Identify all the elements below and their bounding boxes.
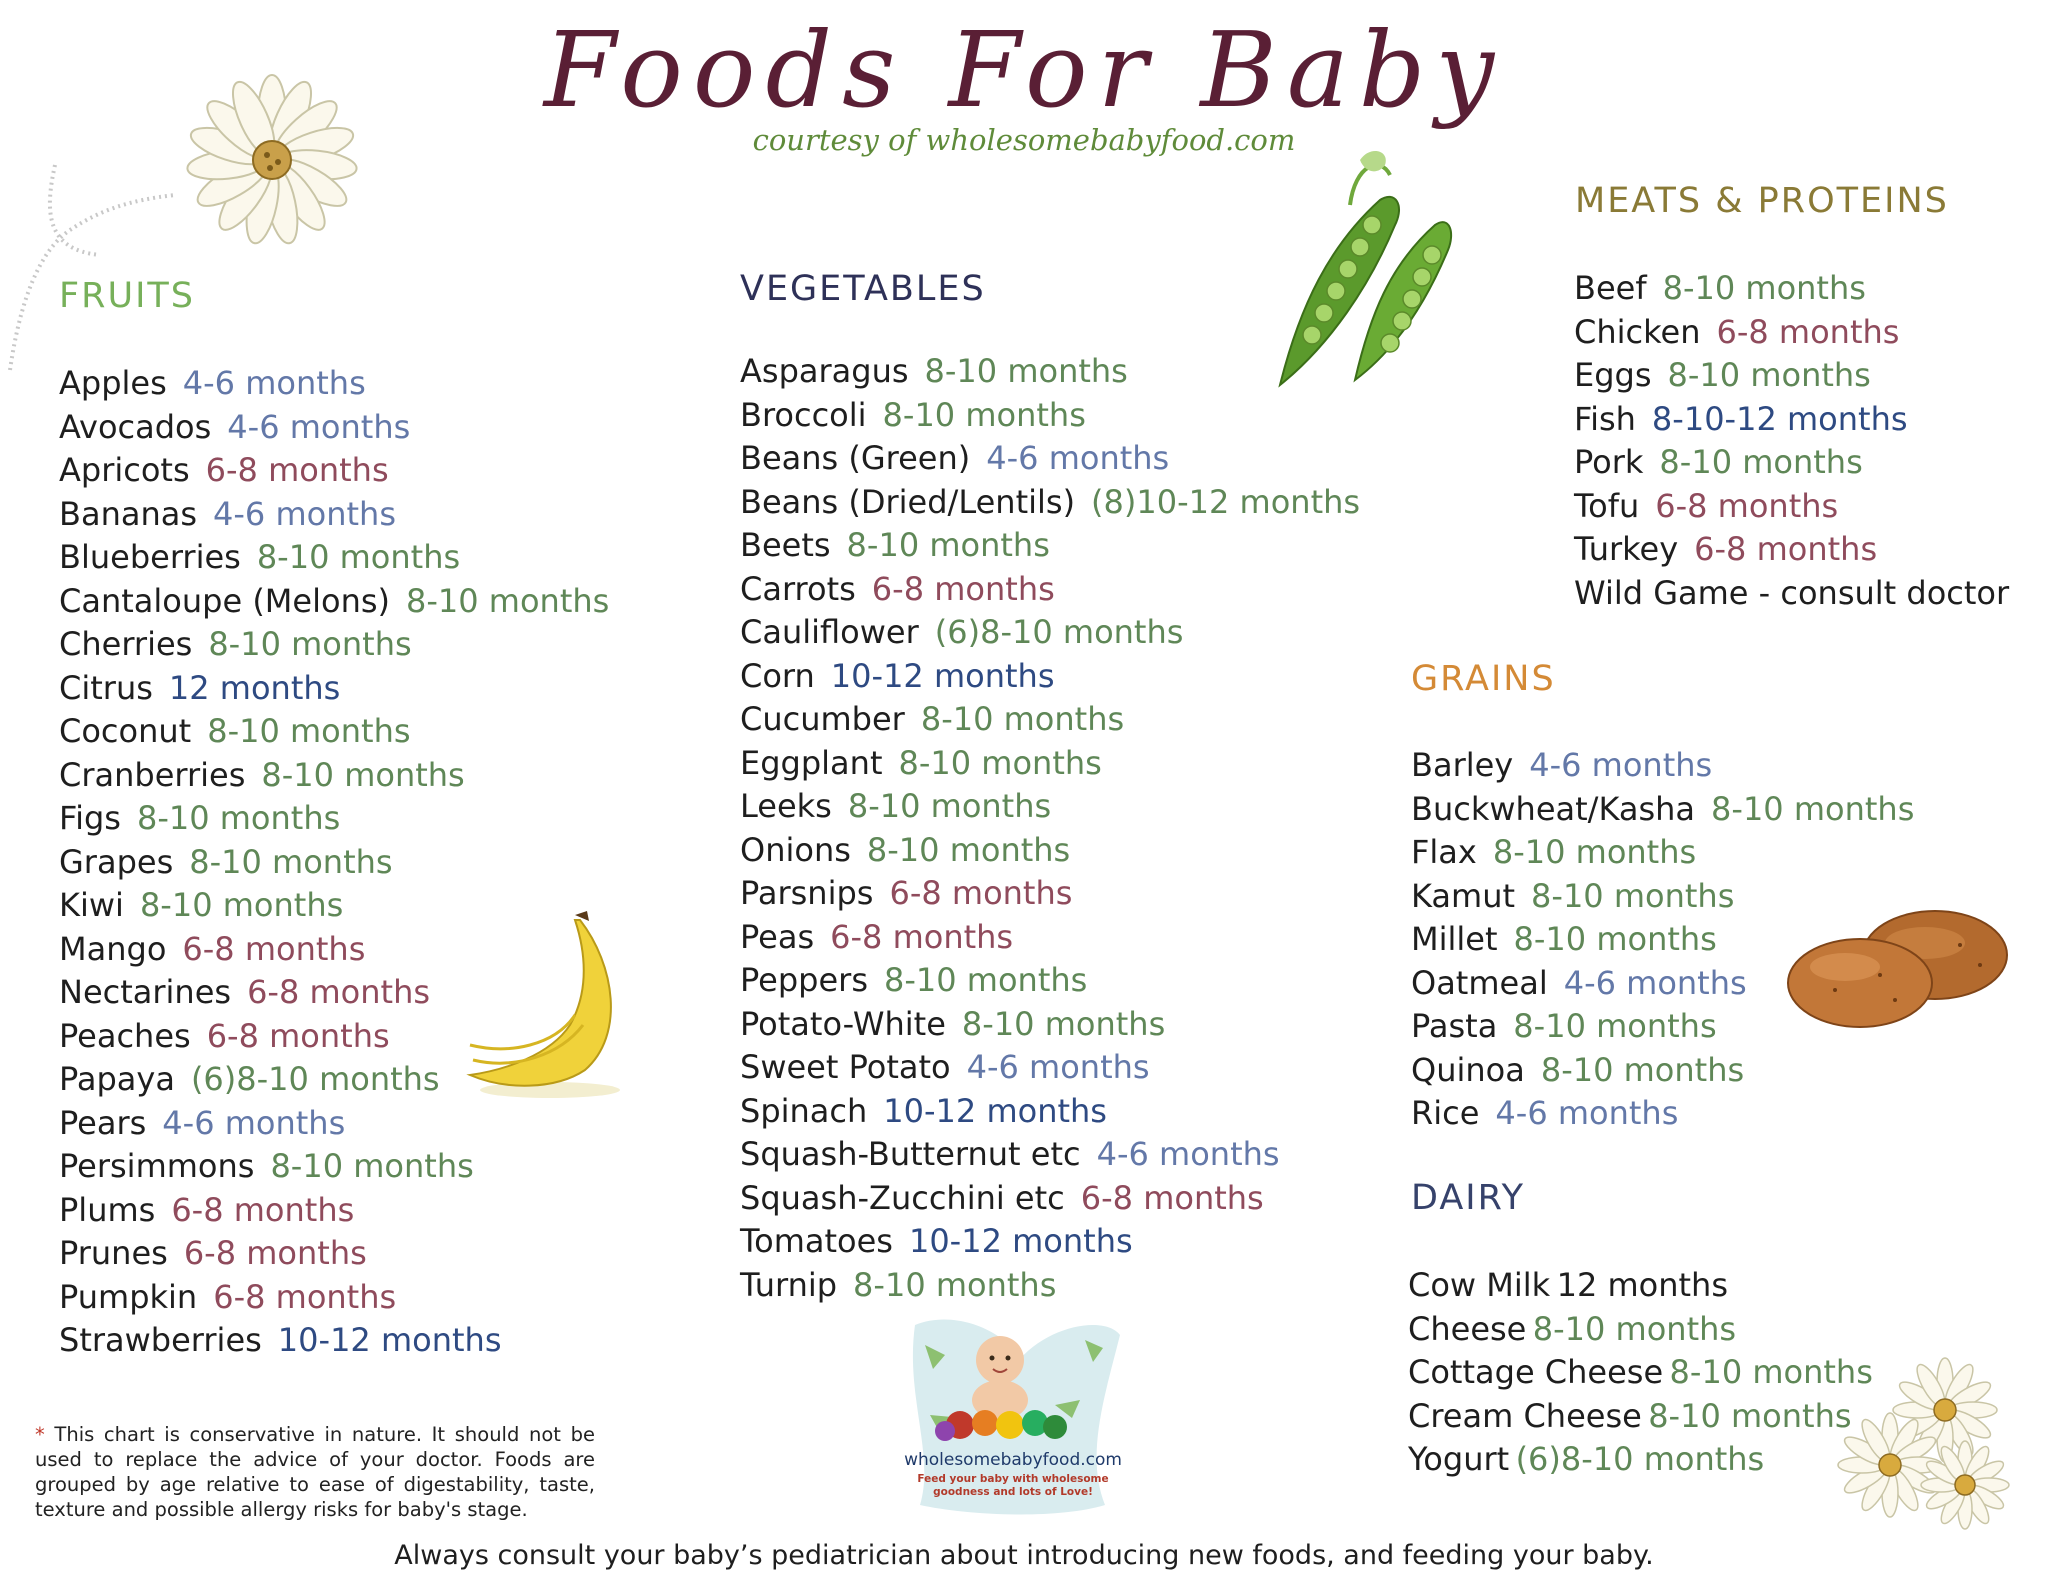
logo-tagline-1: Feed your baby with wholesome bbox=[917, 1473, 1109, 1485]
food-name: Peas bbox=[740, 917, 815, 956]
food-name: Beef bbox=[1574, 269, 1647, 307]
fruits-item bbox=[59, 406, 609, 450]
food-name: Eggplant bbox=[740, 743, 883, 782]
food-name: Strawberries bbox=[59, 1321, 262, 1359]
age-range: 8-10 months bbox=[1513, 1007, 1717, 1045]
age-range: 8-10 months bbox=[1531, 876, 1735, 915]
vegetables-item bbox=[740, 481, 1360, 525]
food-name: Persimmons bbox=[59, 1147, 255, 1185]
grains-item bbox=[1411, 1049, 1914, 1093]
food-name: Oatmeal bbox=[1411, 963, 1548, 1002]
age-range: 6-8 months bbox=[183, 1234, 367, 1272]
age-range: 8-10 months bbox=[853, 1265, 1057, 1304]
vegetables-item bbox=[740, 1264, 1360, 1308]
food-name: Prunes bbox=[59, 1234, 168, 1272]
meats-item bbox=[1574, 354, 2009, 398]
age-range: 4-6 months bbox=[213, 494, 396, 533]
food-name: Pork bbox=[1574, 443, 1644, 481]
age-range: 8-10 months bbox=[961, 1004, 1166, 1043]
age-range: 10-12 months bbox=[277, 1321, 502, 1359]
food-name: Tofu bbox=[1574, 486, 1640, 525]
age-range: 8-10 months bbox=[189, 842, 393, 881]
age-range: 6-8 months bbox=[830, 917, 1014, 956]
food-name: Turkey bbox=[1574, 530, 1679, 568]
food-name: Chicken bbox=[1574, 312, 1701, 351]
potato-icon bbox=[1785, 905, 2015, 1035]
age-range: 8-10 months bbox=[261, 755, 465, 794]
age-range: 8-10 months bbox=[898, 743, 1102, 782]
food-name: Apples bbox=[59, 364, 167, 402]
food-name: Cream Cheese bbox=[1408, 1396, 1642, 1435]
age-range: 8-10 months bbox=[1513, 920, 1717, 958]
age-range: 6-8 months bbox=[871, 569, 1055, 608]
dairy-item bbox=[1408, 1438, 1873, 1482]
age-range: 6-8 months bbox=[182, 929, 366, 968]
fruits-item bbox=[59, 797, 609, 841]
vegetables-item bbox=[740, 1090, 1360, 1134]
age-range: 4-6 months bbox=[1096, 1135, 1280, 1173]
vegetables-item bbox=[740, 742, 1360, 786]
age-range: 6-8 months bbox=[1716, 312, 1900, 351]
age-range: 8-10 months bbox=[1648, 1396, 1852, 1435]
age-range: 6-8 months bbox=[889, 874, 1073, 912]
age-range: 8-10 months bbox=[846, 526, 1050, 564]
food-name: Yogurt bbox=[1408, 1440, 1510, 1478]
age-range: 8-10 months bbox=[1532, 1309, 1737, 1348]
food-name: Barley bbox=[1411, 746, 1514, 784]
food-name: Sweet Potato bbox=[740, 1048, 951, 1086]
food-name: Broccoli bbox=[740, 395, 867, 434]
vegetables-item bbox=[740, 437, 1360, 481]
grains-heading: GRAINS bbox=[1411, 659, 1556, 699]
note-text: This chart is conservative in nature. It should not be used to replace the advice of your doctor. Foods are grouped by age relative to ease of digestability, taste, texture and possible allergy risks for baby's stage. bbox=[35, 1423, 595, 1521]
age-range: 8-10 months bbox=[1492, 833, 1697, 871]
food-name: Cow Milk bbox=[1408, 1266, 1551, 1304]
dairy-heading: DAIRY bbox=[1411, 1178, 1526, 1218]
dairy-item bbox=[1408, 1351, 1873, 1395]
age-range: 8-10 months bbox=[136, 799, 341, 837]
vegetables-item bbox=[740, 872, 1360, 916]
fruits-item bbox=[59, 1319, 609, 1363]
vegetables-item bbox=[740, 655, 1360, 699]
fruits-item bbox=[59, 536, 609, 580]
food-name: Asparagus bbox=[740, 352, 909, 390]
age-range: 8-10 months bbox=[207, 712, 411, 750]
age-range: 10-12 months bbox=[908, 1222, 1133, 1260]
food-name: Citrus bbox=[59, 668, 153, 707]
vegetables-list bbox=[740, 350, 1360, 1307]
age-range: 8-10 months bbox=[256, 538, 461, 576]
age-range: 8-10 months bbox=[1667, 356, 1871, 394]
food-name: Blueberries bbox=[59, 538, 241, 576]
food-name: Avocados bbox=[59, 407, 212, 446]
page-subtitle: courtesy of wholesomebabyfood.com bbox=[752, 123, 1296, 157]
food-name: Spinach bbox=[740, 1091, 868, 1130]
site-logo bbox=[905, 1305, 1125, 1525]
food-name: Turnip bbox=[740, 1265, 838, 1304]
fruits-item bbox=[59, 710, 609, 754]
vegetables-item bbox=[740, 1177, 1360, 1221]
fruits-item bbox=[59, 754, 609, 798]
banana-icon bbox=[465, 905, 645, 1105]
food-name: Cherries bbox=[59, 625, 193, 663]
age-range: 6-8 months bbox=[171, 1190, 355, 1229]
logo-site-text: wholesomebabyfood.com bbox=[904, 1450, 1122, 1470]
food-name: Cauliflower bbox=[740, 613, 919, 651]
fruits-item bbox=[59, 580, 609, 624]
food-name: Buckwheat/Kasha bbox=[1411, 789, 1696, 828]
food-name: Coconut bbox=[59, 712, 192, 750]
grains-item bbox=[1411, 831, 1914, 875]
food-name: Eggs bbox=[1574, 356, 1652, 394]
grains-item bbox=[1411, 744, 1914, 788]
fruits-heading: FRUITS bbox=[59, 276, 195, 316]
age-range: 8-10 months bbox=[882, 395, 1086, 434]
food-name: Cantaloupe (Melons) bbox=[59, 581, 390, 620]
meats-item bbox=[1574, 441, 2009, 485]
age-range: 4-6 months bbox=[227, 407, 411, 446]
age-range: (6)8-10 months bbox=[934, 613, 1184, 651]
vegetables-item bbox=[740, 1133, 1360, 1177]
age-range: 12 months bbox=[168, 668, 341, 707]
food-name: Leeks bbox=[740, 787, 832, 825]
age-range: 8-10 months bbox=[1662, 269, 1866, 307]
food-name: Cheese bbox=[1408, 1309, 1527, 1348]
food-name: Grapes bbox=[59, 842, 174, 881]
food-name: Potato-White bbox=[740, 1004, 946, 1043]
age-range: 4-6 months bbox=[1563, 963, 1747, 1002]
fruits-item bbox=[59, 1232, 609, 1276]
age-range: 8-10 months bbox=[1711, 789, 1915, 828]
fruits-item bbox=[59, 667, 609, 711]
vegetables-heading: VEGETABLES bbox=[740, 269, 986, 309]
age-range: 10-12 months bbox=[883, 1091, 1107, 1130]
food-name: Pumpkin bbox=[59, 1277, 198, 1316]
age-range: 12 months bbox=[1556, 1266, 1728, 1304]
meats-item bbox=[1574, 528, 2009, 572]
vegetables-item bbox=[740, 916, 1360, 960]
baby-logo-icon bbox=[905, 1305, 1125, 1525]
food-name: Kamut bbox=[1411, 876, 1516, 915]
food-name: Carrots bbox=[740, 569, 856, 608]
food-name: Squash-Butternut etc bbox=[740, 1135, 1081, 1173]
age-range: 4-6 months bbox=[162, 1103, 346, 1142]
fruits-item bbox=[59, 1189, 609, 1233]
age-range: 8-10 months bbox=[270, 1147, 474, 1185]
food-name: Corn bbox=[740, 656, 815, 695]
age-range: 8-10 months bbox=[139, 886, 344, 924]
age-range: 4-6 months bbox=[1495, 1094, 1679, 1132]
dairy-item bbox=[1408, 1395, 1873, 1439]
dairy-list bbox=[1408, 1264, 1873, 1482]
age-range: (8)10-12 months bbox=[1091, 482, 1361, 521]
vegetables-item bbox=[740, 829, 1360, 873]
vegetables-item bbox=[740, 568, 1360, 612]
age-range: 6-8 months bbox=[1694, 530, 1878, 568]
dairy-item bbox=[1408, 1308, 1873, 1352]
food-name: Pasta bbox=[1411, 1007, 1498, 1045]
fruits-item bbox=[59, 493, 609, 537]
meats-item bbox=[1574, 267, 2009, 311]
age-range: (6)8-10 months bbox=[1515, 1440, 1765, 1478]
meats-item bbox=[1574, 311, 2009, 355]
age-range: 8-10 months bbox=[1669, 1353, 1873, 1391]
food-name: Onions bbox=[740, 830, 851, 869]
food-name: Tomatoes bbox=[740, 1222, 893, 1260]
food-name: Beets bbox=[740, 526, 831, 564]
meats-item bbox=[1574, 398, 2009, 442]
vegetables-item bbox=[740, 1003, 1360, 1047]
footer-text: Always consult your baby’s pediatrician about introducing new foods, and feeding your baby. bbox=[394, 1540, 1654, 1571]
age-range: 6-8 months bbox=[213, 1277, 397, 1316]
meats-item bbox=[1574, 485, 2009, 529]
food-name: Fish bbox=[1574, 399, 1636, 438]
food-name: Nectarines bbox=[59, 973, 232, 1011]
fruits-item bbox=[59, 623, 609, 667]
food-name: Cottage Cheese bbox=[1408, 1353, 1664, 1391]
fruits-item bbox=[59, 841, 609, 885]
vegetables-item bbox=[740, 611, 1360, 655]
food-name: Cranberries bbox=[59, 755, 246, 794]
food-name: Kiwi bbox=[59, 886, 124, 924]
food-name: Apricots bbox=[59, 451, 190, 489]
vegetables-item bbox=[740, 959, 1360, 1003]
food-name: Quinoa bbox=[1411, 1050, 1525, 1089]
age-range: 8-10 months bbox=[208, 625, 412, 663]
page-title: Foods For Baby bbox=[543, 9, 1505, 131]
vegetables-item bbox=[740, 1046, 1360, 1090]
food-name: Cucumber bbox=[740, 700, 905, 738]
vegetables-item bbox=[740, 394, 1360, 438]
grains-item bbox=[1411, 1092, 1914, 1136]
fruits-item bbox=[59, 449, 609, 493]
age-range: 6-8 months bbox=[206, 1016, 390, 1055]
age-range: 4-6 months bbox=[182, 364, 366, 402]
vegetables-item bbox=[740, 1220, 1360, 1264]
age-range: 4-6 months bbox=[986, 439, 1170, 477]
daisy-cluster-icon bbox=[1830, 1350, 2030, 1550]
vegetables-item bbox=[740, 785, 1360, 829]
age-range: 6-8 months bbox=[1080, 1178, 1264, 1217]
age-range: 8-10 months bbox=[866, 830, 1071, 869]
fruits-item bbox=[59, 1276, 609, 1320]
fruits-item bbox=[59, 1102, 609, 1146]
food-name: Papaya bbox=[59, 1060, 175, 1098]
note-asterisk: * bbox=[35, 1423, 45, 1446]
age-range: 6-8 months bbox=[247, 973, 431, 1011]
food-name: Peaches bbox=[59, 1016, 191, 1055]
age-range: 8-10 months bbox=[924, 352, 1128, 390]
food-name: Beans (Dried/Lentils) bbox=[740, 482, 1076, 521]
meats-item bbox=[1574, 572, 2009, 616]
meats-list bbox=[1574, 267, 2009, 615]
food-name: Parsnips bbox=[740, 874, 874, 912]
age-range: 8-10 months bbox=[920, 700, 1125, 738]
food-name: Pears bbox=[59, 1103, 147, 1142]
logo-tagline-2: goodness and lots of Love! bbox=[933, 1486, 1093, 1498]
age-range: 4-6 months bbox=[1529, 746, 1713, 784]
meats-heading: MEATS & PROTEINS bbox=[1575, 181, 1949, 221]
age-range: 4-6 months bbox=[966, 1048, 1150, 1086]
fruits-list bbox=[59, 362, 609, 1363]
age-range: 10-12 months bbox=[830, 656, 1055, 695]
food-name: Plums bbox=[59, 1190, 156, 1229]
age-range: 8-10 months bbox=[883, 961, 1088, 999]
food-name: Mango bbox=[59, 929, 167, 968]
age-range: 8-10 months bbox=[847, 787, 1052, 825]
food-name: Flax bbox=[1411, 833, 1477, 871]
vegetables-item bbox=[740, 350, 1360, 394]
dairy-item bbox=[1408, 1264, 1873, 1308]
food-name: Millet bbox=[1411, 920, 1498, 958]
fruits-item bbox=[59, 1145, 609, 1189]
vegetables-item bbox=[740, 524, 1360, 568]
daisy-icon bbox=[0, 80, 380, 380]
age-range: 6-8 months bbox=[1655, 486, 1839, 525]
grains-item bbox=[1411, 788, 1914, 832]
food-name: Wild Game - consult doctor bbox=[1574, 573, 2010, 612]
age-range: 8-10 months bbox=[1540, 1050, 1745, 1089]
disclaimer-note bbox=[35, 1422, 595, 1522]
age-range: 6-8 months bbox=[205, 451, 389, 489]
food-name: Rice bbox=[1411, 1094, 1480, 1132]
age-range: 8-10-12 months bbox=[1651, 399, 1908, 438]
food-name: Figs bbox=[59, 799, 121, 837]
food-name: Squash-Zucchini etc bbox=[740, 1178, 1065, 1217]
vegetables-item bbox=[740, 698, 1360, 742]
food-name: Bananas bbox=[59, 494, 198, 533]
age-range: 8-10 months bbox=[406, 581, 610, 620]
fruits-item bbox=[59, 362, 609, 406]
food-name: Beans (Green) bbox=[740, 439, 971, 477]
food-name: Peppers bbox=[740, 961, 868, 999]
age-range: (6)8-10 months bbox=[190, 1060, 440, 1098]
age-range: 8-10 months bbox=[1659, 443, 1863, 481]
